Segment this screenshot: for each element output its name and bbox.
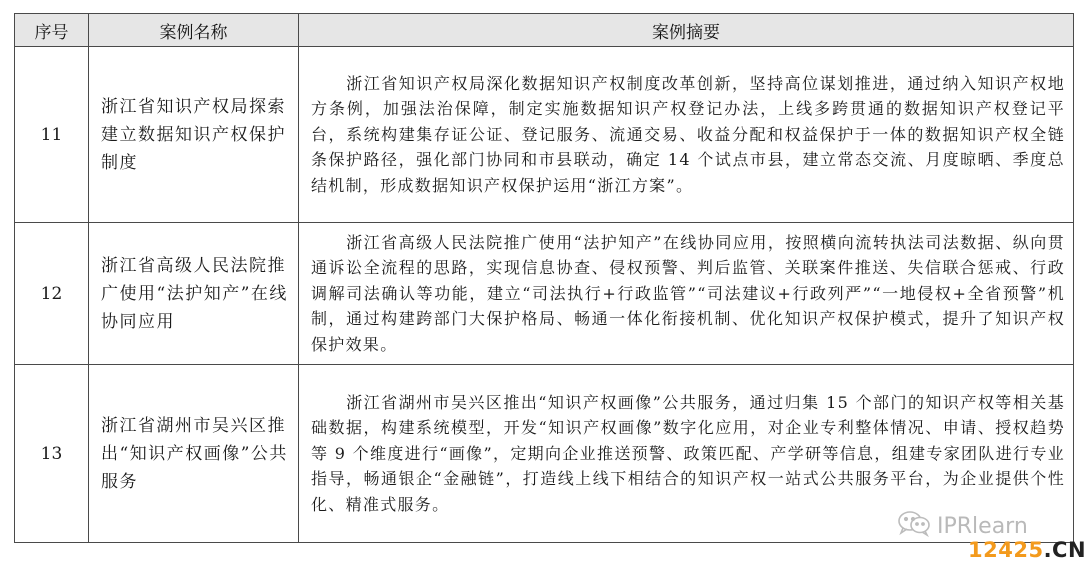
- watermark-text: IPRlearn: [937, 513, 1028, 539]
- table-header-row: [15, 14, 1074, 47]
- row-case-name: 浙江省湖州市吴兴区推出“知识产权画像”公共服务: [89, 365, 299, 543]
- site-logo-tld: .CN: [1043, 538, 1086, 562]
- header-case-name: 案例名称: [89, 14, 299, 47]
- table-row: [15, 223, 1074, 365]
- case-table: [14, 13, 1074, 543]
- row-index: 12: [15, 223, 89, 365]
- row-case-summary: [299, 223, 1074, 365]
- header-case-summary: 案例摘要: [299, 14, 1074, 47]
- table-row: [15, 47, 1074, 223]
- summary-text: 浙江省高级人民法院推广使用“法护知产”在线协同应用，按照横向流转执法司法数据、纵向贯通诉讼全流程的思路，实现信息协查、侵权预警、判后监管、关联案件推送、失信联合惩戒、行政调解司法确认等功能，建立“司法执行+行政监管”“司法建议+行政列严”“一地侵权+全省预警”机制，通过构建跨部门大保护格局、畅通一体化衔接机制、优化知识产权保护模式，提升了知识产权保护效果。: [311, 232, 1065, 354]
- row-index: 11: [15, 47, 89, 223]
- summary-text: 浙江省湖州市吴兴区推出“知识产权画像”公共服务，通过归集 15 个部门的知识产权等相关基础数据，构建系统模型，开发“知识产权画像”数字化应用，对企业专利整体情况、申请、授权趋势等 9 个维度进行“画像”，定期向企业推送预警、政策匹配、产学研等信息，组建专家团队进行专业指导，畅通银企“金融链”，打造线上线下相结合的知识产权一站式公共服务平台，为企业提供个性化、精准式服务。: [311, 392, 1065, 514]
- row-case-name: 浙江省知识产权局探索建立数据知识产权保护制度: [89, 47, 299, 223]
- summary-text: 浙江省知识产权局深化数据知识产权制度改革创新，坚持高位谋划推进，通过纳入知识产权地方条例，加强法治保障，制定实施数据知识产权登记办法，上线多跨贯通的数据知识产权登记平台，系统构建集存证公证、登记服务、流通交易、收益分配和权益保护于一体的数据知识产权全链条保护路径，强化部门协同和市县联动，确定 14 个试点市县，建立常态交流、月度晾晒、季度总结机制，形成数据知识产权保护运用“浙江方案”。: [311, 73, 1065, 195]
- row-case-name: 浙江省高级人民法院推广使用“法护知产”在线协同应用: [89, 223, 299, 365]
- site-logo: [968, 538, 1086, 562]
- site-logo-number: 12425: [968, 538, 1044, 562]
- wechat-icon: [897, 510, 931, 542]
- row-index: 13: [15, 365, 89, 543]
- header-index: 序号: [15, 14, 89, 47]
- row-case-summary: [299, 47, 1074, 223]
